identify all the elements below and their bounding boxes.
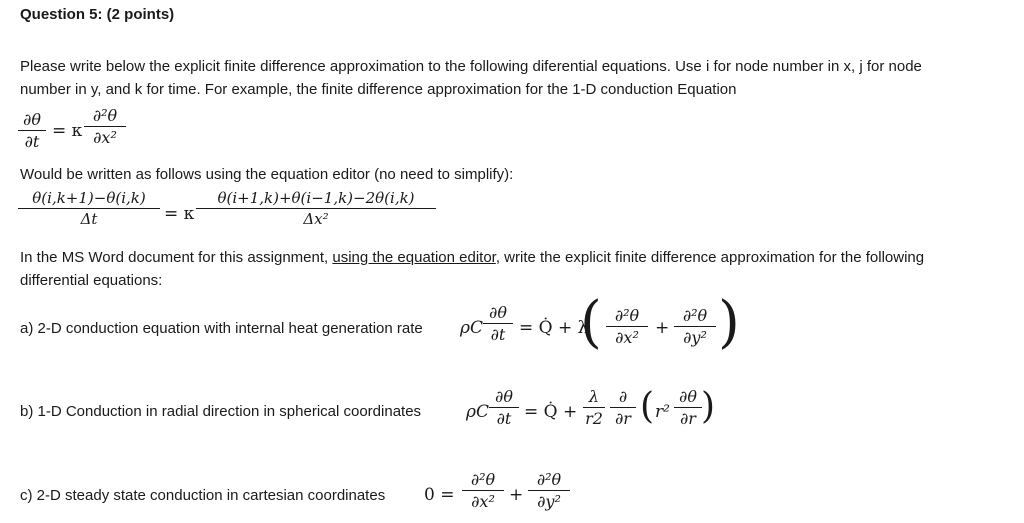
example-rhs-fraction: ∂²θ ∂x² [84,106,126,147]
part-a-term2: ∂²θ ∂y² [674,306,716,347]
equation-editor-link[interactable]: using the equation editor [332,249,496,266]
intro-line-1: Please write below the explicit finite difference approximation to the following diferential equations. Use i for node number in x, j for node [20,58,922,75]
would-be-text: Would be written as follows using the equation editor (no need to simplify): [20,166,514,183]
part-b-label: b) 1-D Conduction in radial direction in spherical coordinates [20,403,422,420]
part-a-left-paren: ( [580,290,602,355]
example-equals: = κ [52,121,83,141]
intro-line-2: number in y, and k for time. For example, the finite difference approximation for the 1-D conduction Equation [20,81,737,98]
part-a-plus: + [655,318,670,338]
part-b-rho-c: ρC [466,402,490,422]
fd-lhs-fraction: θ(i,k+1)−θ(i,k) Δt [18,189,160,228]
part-c-term2: ∂²θ ∂y² [528,470,570,511]
part-a-term1: ∂²θ ∂x² [606,306,648,347]
part-a-right-paren: ) [718,290,740,355]
example-lhs-fraction: ∂θ ∂t [18,110,46,151]
part-a-rhs: = Q̇ + λ [519,318,589,338]
part-a-label: a) 2-D conduction equation with internal heat generation rate [20,320,423,337]
part-c-zero: 0 = [424,485,455,505]
part-c-term1: ∂²θ ∂x² [462,470,504,511]
part-b-left-paren: ( [640,386,655,427]
part-a-rho-c: ρC [460,318,484,338]
part-c-plus: + [509,485,524,505]
question-title: Question 5: (2 points) [20,6,175,23]
instructions-paragraph [20,246,924,292]
instructions-line-2: differential equations: [20,272,163,289]
part-b-rhs: = Q̇ + [524,402,578,422]
part-a-time-derivative: ∂θ ∂t [483,303,513,344]
part-b-d-over-dr: ∂ ∂r [610,387,636,428]
part-b-lambda-over-r2: λ r2 [583,387,605,428]
part-b-time-derivative: ∂θ ∂t [489,387,519,428]
part-b-dtheta-dr: ∂θ ∂r [674,387,702,428]
part-c-label: c) 2-D steady state conduction in cartesian coordinates [20,487,386,504]
fd-rhs-fraction: θ(i+1,k)+θ(i−1,k)−2θ(i,k) Δx² [196,189,436,228]
part-b-right-paren: ) [701,386,716,427]
instructions-line-1: In the MS Word document for this assignment, using the equation editor, write the explicit finite difference approximation for the following [20,249,925,266]
part-b-r-squared: r² [655,402,670,422]
intro-paragraph [20,55,922,101]
fd-equals: = κ [164,204,195,224]
